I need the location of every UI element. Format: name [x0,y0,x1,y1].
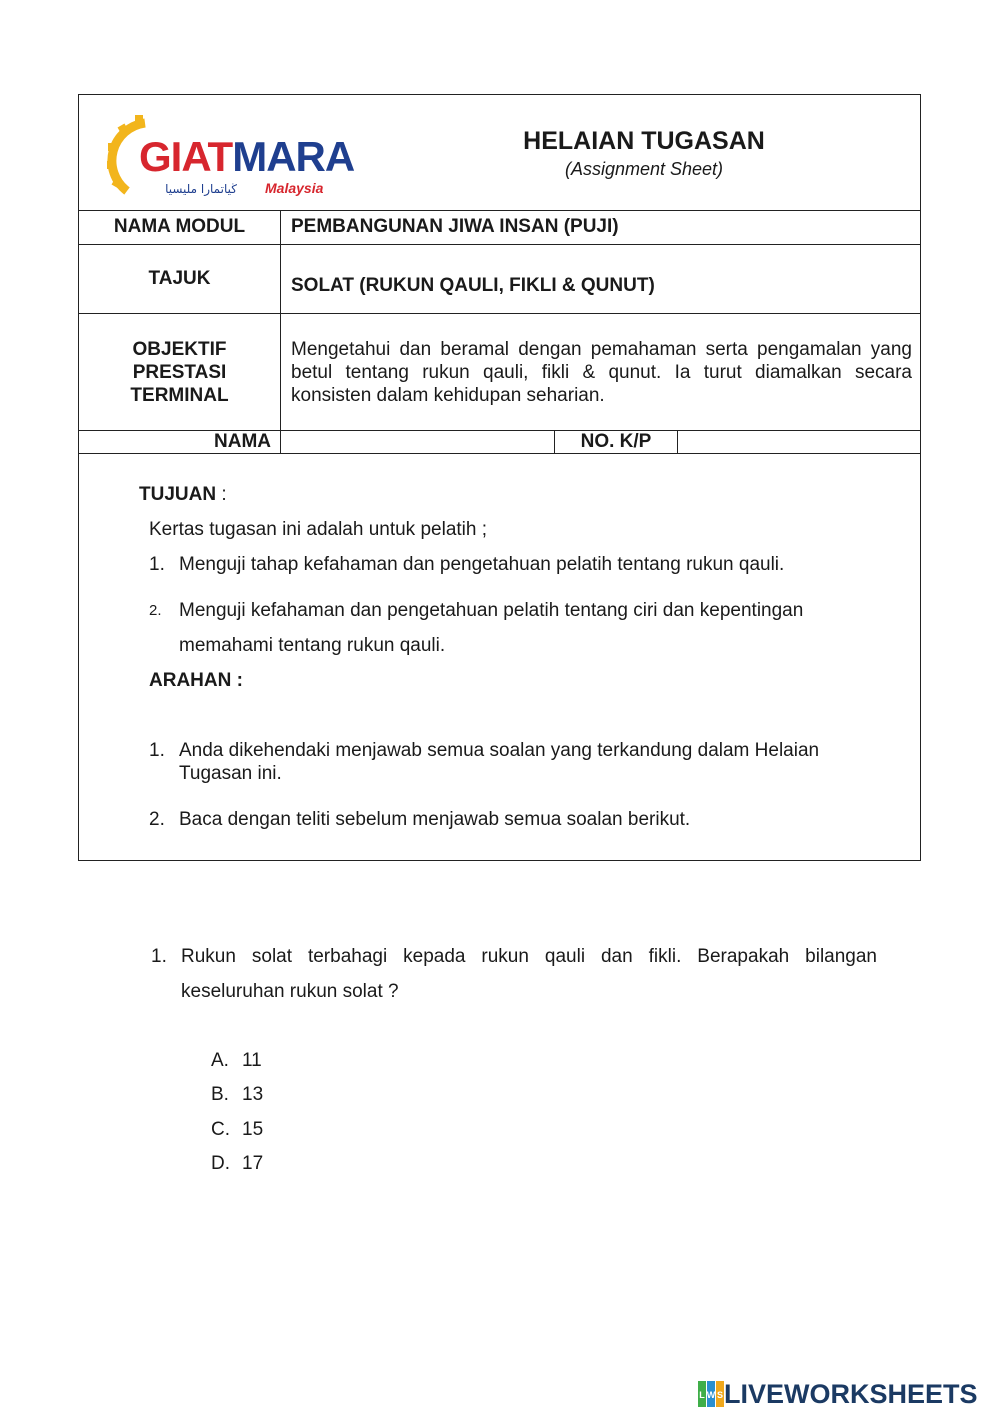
option-letter: C. [211,1119,230,1140]
tajuk-label: TAJUK [148,268,211,289]
tujuan-item-text: memahami tentang rukun qauli. [179,635,446,656]
answer-option[interactable] [211,1153,264,1175]
tujuan-heading-text: TUJUAN [139,484,217,505]
nokp-label: NO. K/P [580,431,652,452]
option-value: 15 [242,1119,264,1140]
tujuan-colon: : [216,484,227,505]
question-text: Rukun solat terbahagi kepada rukun qauli dan fikli. Berapakah bilangan [181,946,877,967]
modul-label: NAMA MODUL [113,216,246,237]
modul-value: PEMBANGUNAN JIWA INSAN (PUJI) [291,216,619,237]
svg-text:L: L [699,1390,705,1400]
liveworksheets-watermark [698,1377,978,1411]
question-number: 1. [151,946,167,967]
objektif-value: Mengetahui dan beramal dengan pemahaman serta pengamalan yang betul tentang rukun qauli, fikli & qunut. Ia turut diamalkan secara konsisten dalam kehidupan seharian. [291,339,912,406]
objektif-label [79,338,280,407]
logo-country-text: Malaysia [265,180,324,196]
option-value: 13 [242,1084,264,1105]
option-value: 11 [242,1050,262,1071]
tujuan-item-text: Menguji tahap kefahaman dan pengetahuan pelatih tentang rukun qauli. [179,554,785,575]
nokp-field[interactable] [680,431,918,451]
arahan-item-text: Baca dengan teliti sebelum menjawab semua soalan berikut. [179,809,691,830]
option-value: 17 [242,1153,264,1174]
sheet-subtitle: (Assignment Sheet) [564,159,724,179]
option-letter: D. [211,1153,230,1174]
arahan-item-number: 2. [149,809,165,830]
arahan-heading: ARAHAN : [149,670,243,691]
svg-text:W: W [706,1390,716,1400]
question-text: keseluruhan rukun solat ? [181,981,399,1002]
option-letter: A. [211,1050,229,1071]
logo-brand-text: GIATMARA [139,133,355,180]
column-divider [677,430,678,454]
svg-text:S: S [716,1390,724,1400]
objektif-label-line: PRESTASI [132,362,227,383]
row-divider [79,210,920,211]
objektif-label-line: TERMINAL [130,385,229,406]
tajuk-value: SOLAT (RUKUN QAULI, FIKLI & QUNUT) [291,275,655,296]
objektif-label-line: OBJEKTIF [132,339,227,360]
answer-option[interactable] [211,1084,264,1106]
tujuan-item-number: 1. [149,554,165,575]
giatmara-logo [105,113,355,199]
tujuan-item-number: 2. [149,602,162,619]
option-letter: B. [211,1084,229,1105]
arahan-item-text: Tugasan ini. [179,763,282,784]
tujuan-item-text: Menguji kefahaman dan pengetahuan pelatih tentang ciri dan kepentingan [179,600,804,621]
liveworksheets-logo-icon [698,1381,724,1407]
tujuan-heading [139,484,227,506]
arahan-item-number: 1. [149,740,165,761]
answer-option[interactable] [211,1119,264,1141]
nama-field[interactable] [283,431,551,451]
column-divider [280,210,281,454]
sheet-title: HELAIAN TUGASAN [523,127,765,155]
nama-label: NAMA [214,431,271,452]
logo-arabic-text: ڬياتمارا مليسيا [165,182,237,196]
row-divider [79,313,920,314]
answer-option[interactable] [211,1050,262,1072]
assignment-header-table [78,94,921,861]
watermark-text: LIVEWORKSHEETS [724,1378,978,1409]
row-divider [79,453,920,454]
tujuan-intro: Kertas tugasan ini adalah untuk pelatih ; [149,519,488,540]
arahan-item-text: Anda dikehendaki menjawab semua soalan yang terkandung dalam Helaian [179,740,820,761]
row-divider [79,244,920,245]
